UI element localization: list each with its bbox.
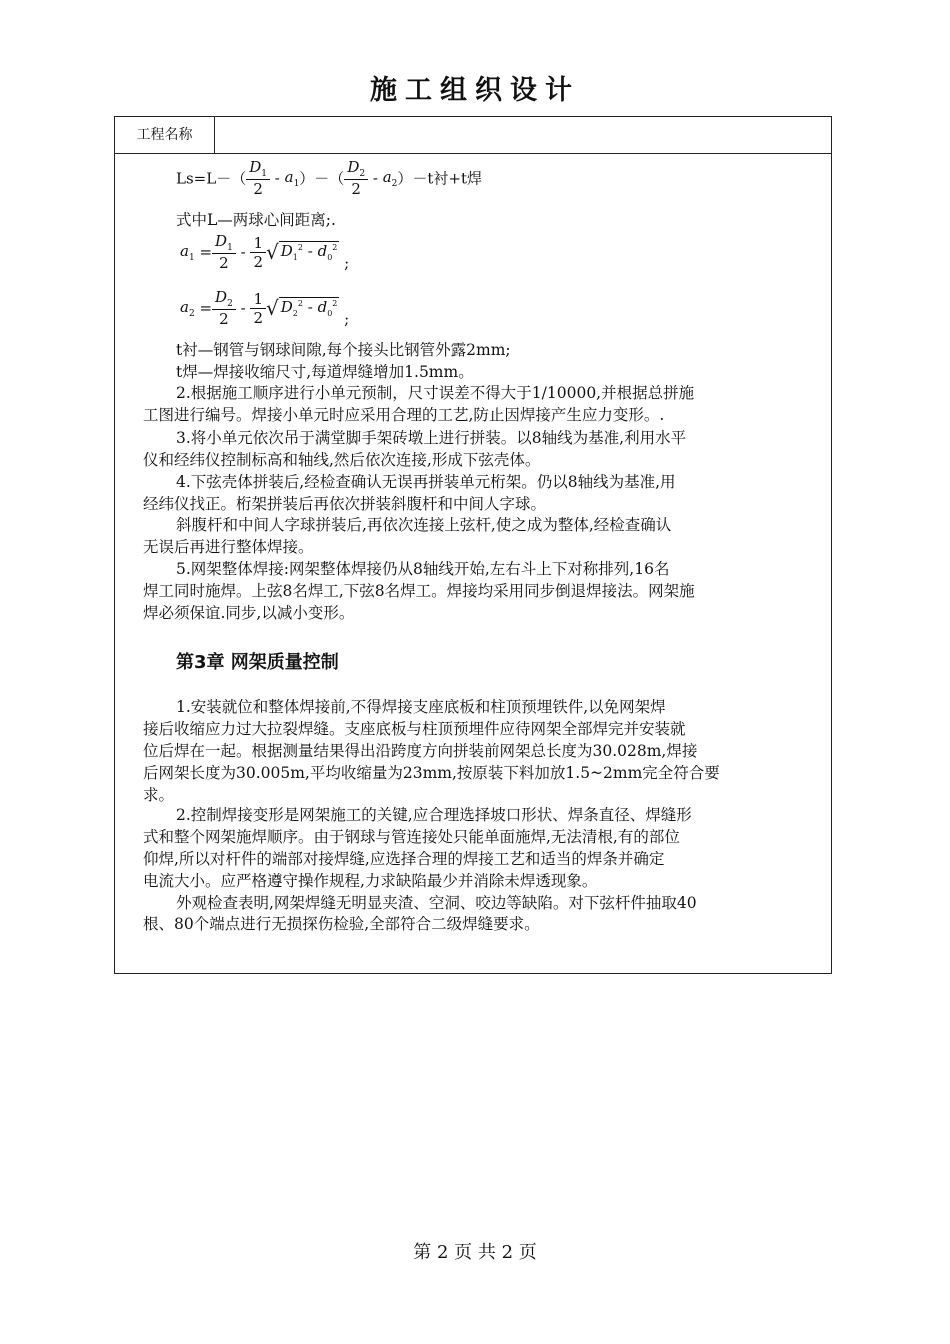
- body-line: 经纬仪找正。桁架拼装后再依次拼装斜腹杆和中间人字球。: [143, 495, 547, 513]
- formula-ls: Ls=L－（ $\frac{D_1}{2}$ - $a_1)-$（ $\frac{D_2}{2}$ - $a_2)-t$衬+t焊: [176, 158, 483, 198]
- body-line: 仪和经纬仪控制标高和轴线,然后依次连接,形成下弦壳体。: [143, 451, 541, 469]
- body-line: 4.下弦壳体拼装后,经检查确认无误再拼装单元桁架。仍以8轴线为基准,用: [176, 473, 676, 491]
- document-title: 施工组织设计: [370, 75, 580, 106]
- body-line: 3.将小单元依次吊于满堂脚手架砖墩上进行拼装。以8轴线为基准,利用水平: [176, 429, 687, 447]
- chapter-heading: 第3章 网架质量控制: [176, 652, 339, 673]
- chapter-line: 求。: [143, 786, 175, 804]
- formula-a1: $a_1$ = $\frac{D_1}{2}$ - $\frac{1}{2}$ √ $D_1^2 - d_0^2$ ;: [180, 232, 350, 272]
- sqrt-sign: √: [266, 296, 279, 320]
- chapter-line: 仰焊,所以对杆件的端部对接焊缝,应选择合理的焊接工艺和适当的焊条并确定: [143, 850, 665, 868]
- chapter-line: 电流大小。应严格遵守操作规程,力求缺陷最少并消除未焊透现象。: [143, 872, 598, 890]
- body-line: 2.根据施工顺序进行小单元预制，尺寸误差不得大于1/10000,并根据总拼施: [176, 384, 695, 402]
- body-line: t焊—焊接收缩尺寸,每道焊缝增加1.5mm。: [176, 363, 474, 381]
- body-line: 无误后再进行整体焊接。: [143, 538, 314, 556]
- formula-a2: $a_2$ = $\frac{D_2}{2}$ - $\frac{1}{2}$ √ $D_2^2 - d_0^2$ ;: [180, 288, 350, 328]
- body-line: 工图进行编号。焊接小单元时应采用合理的工艺,防止因焊接产生应力变形。.: [143, 406, 665, 424]
- project-name-value: [215, 117, 831, 153]
- chapter-line: 外观检查表明,网架焊缝无明显夹渣、空洞、咬边等缺陷。对下弦杆件抽取40: [176, 894, 697, 912]
- sqrt-radicand: $D_2^2 - d_0^2$: [280, 298, 338, 318]
- body-line: 5.网架整体焊接:网架整体焊接仍从8轴线开始,左右斗上下对称排列,16名: [176, 560, 670, 578]
- sqrt-sign: √: [266, 240, 279, 264]
- body-line: 焊工同时施焊。上弦8名焊工,下弦8名焊工。焊接均采用同步倒退焊接法。网架施: [143, 582, 695, 600]
- chapter-line: 后网架长度为30.005m,平均收缩量为23mm,按原装下料加放1.5~2mm完全符合要: [143, 764, 720, 782]
- project-name-label: 工程名称: [115, 117, 215, 153]
- chapter-line: 1.安装就位和整体焊接前,不得焊接支座底板和柱顶预埋铁件,以免网架焊: [176, 698, 666, 716]
- chapter-line: 位后焊在一起。根据测量结果得出沿跨度方向拼装前网架总长度为30.028m,焊接: [143, 742, 698, 760]
- formula-ls-a2: $a_2$: [382, 167, 398, 189]
- formula-ls-lhs: Ls=L－（: [176, 169, 247, 188]
- formula-ls-frac-d1: $\frac{D_1}{2}$: [246, 158, 270, 198]
- chapter-line: 2.控制焊接变形是网架施工的关键,应合理选择坡口形状、焊条直径、焊缝形: [176, 806, 692, 824]
- body-line: 焊必须保谊.同步,以减小变形。: [143, 604, 355, 622]
- formula-ls-frac-d2: $\frac{D_2}{2}$: [344, 158, 368, 198]
- body-line: 斜腹杆和中间人字球拼装后,再依次连接上弦杆,使之成为整体,经检查确认: [176, 516, 672, 534]
- chapter-line: 接后收缩应力过大拉裂焊缝。支座底板与柱顶预埋件应待网架全部焊完并安装就: [143, 720, 686, 738]
- sqrt-radicand: $D_1^2 - d_0^2$: [280, 242, 338, 262]
- page-footer: 第 2 页 共 2 页: [413, 1242, 537, 1263]
- formula-ls-a1: $a_1$: [284, 167, 300, 189]
- chapter-line: 根、80个端点进行无损探伤检验,全部符合二级焊缝要求。: [143, 915, 540, 933]
- header-row: [115, 117, 831, 154]
- body-line: 式中L—两球心间距离;.: [176, 211, 336, 229]
- chapter-line: 式和整个网架施焊顺序。由于钢球与管连接处只能单面施焊,无法清根,有的部位: [143, 828, 680, 846]
- body-line: t衬—钢管与钢球间隙,每个接头比钢管外露2mm;: [176, 341, 511, 359]
